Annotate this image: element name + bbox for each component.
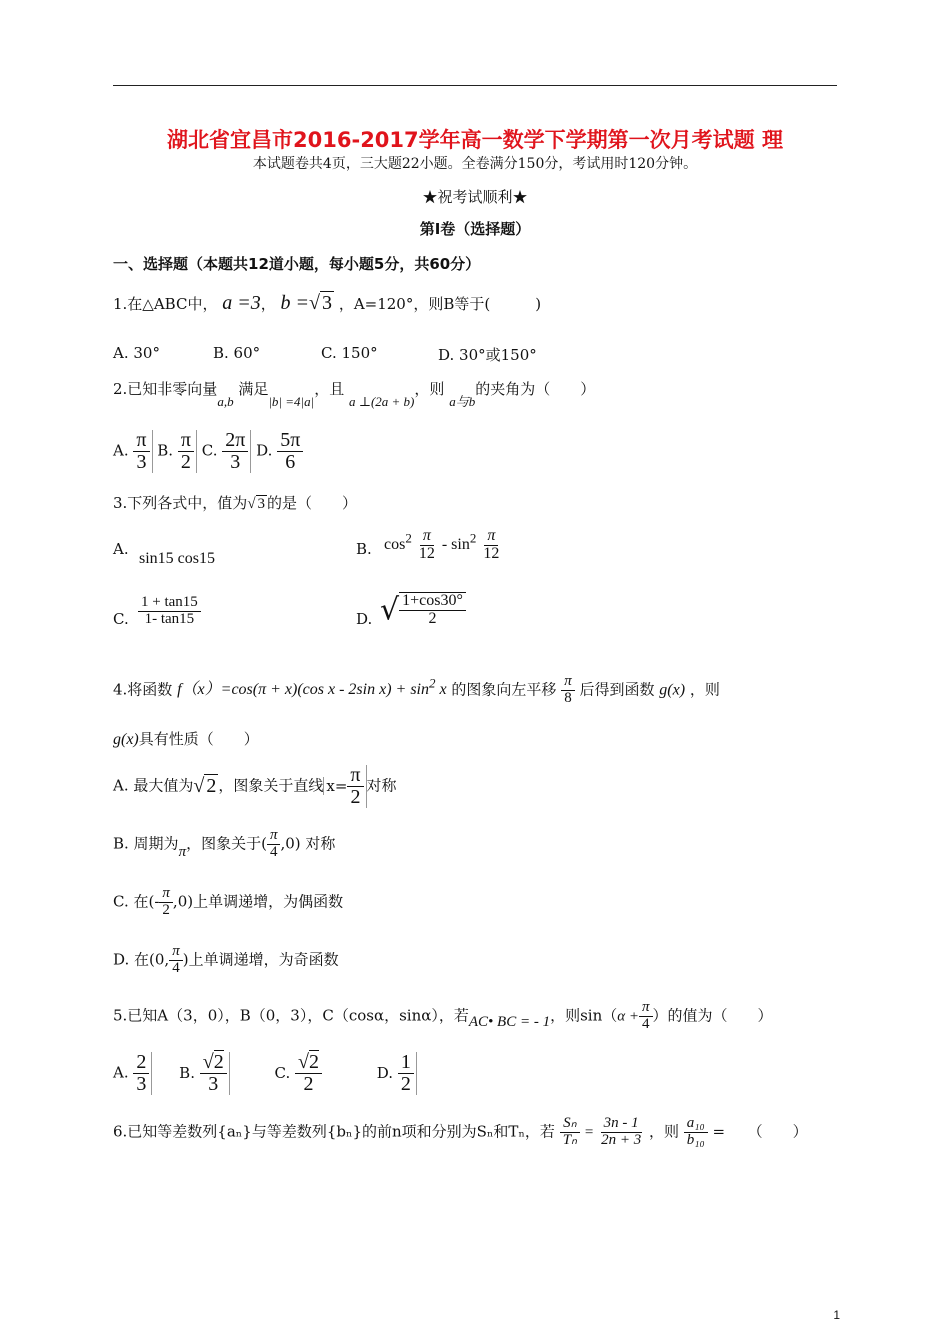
q4-function: f（x）=cos(π + x)(cos x - 2sin $x) + \sin^2 x$	[177, 675, 447, 699]
q4-option-a: A. 最大值为√ 2 ，图象关于直线 x= $\frac{\pi}{2}$ 对称	[113, 764, 397, 808]
q1-option-d: D. 30°或150°	[438, 346, 537, 364]
q4-option-c: C. 在(- $\frac{\pi}{2}$ ,0)上单调递增，为偶函数	[113, 885, 344, 918]
q2-option-d-label: D.	[256, 441, 273, 460]
top-rule	[113, 85, 837, 86]
q3-sqrt: √ 3	[247, 496, 266, 512]
q2-tail: 的夹角为（ ）	[475, 380, 596, 398]
q2-option-b: $\frac{\pi}{2}$	[178, 430, 197, 473]
q4-option-b: B. 周期为π，图象关于( $\frac{\pi}{4}$ ,0) 对称	[113, 827, 336, 861]
q2-mid2: ，且	[314, 380, 345, 398]
q4-shift: $\frac{\pi}{8}$	[561, 674, 575, 707]
q2-option-b-label: B.	[157, 441, 174, 460]
q1-cond: ，A=120°，则B等于( )	[338, 295, 542, 313]
q5-option-c: $\frac{√2}{2}$	[295, 1052, 322, 1095]
q3-lead: 3.下列各式中，值为	[113, 494, 248, 512]
q1-option-c: C. 150°	[321, 344, 378, 362]
q2-cond2: a ⊥(2a + b)	[348, 394, 415, 409]
q2-option-a-label: A.	[113, 441, 129, 460]
q2-mid1: 满足	[238, 380, 269, 398]
q3-tail: 的是（ ）	[267, 494, 358, 512]
question-3	[113, 492, 357, 513]
q1-b-sqrt: √ 3	[309, 292, 333, 314]
page-number: 1	[833, 1308, 840, 1322]
question-1: 1.在△ABC中， a =3， b =√ 3 ，A=120°，则B等于( )	[113, 292, 542, 314]
question-4	[113, 674, 720, 707]
q5-dot-product: AC• BC = - 1	[468, 1014, 551, 1031]
q4-g: g(x)	[659, 681, 686, 699]
q3-option-d: √ $\frac{1+\cos 30^\circ}{2}$	[380, 592, 466, 628]
q3-option-c: $\frac{1 + \tan 15}{1- \tan 15}$	[138, 595, 201, 628]
q3-option-a-label: A.	[113, 540, 129, 558]
q2-option-c-label: C.	[201, 441, 218, 460]
q3-option-b-label: B.	[356, 540, 372, 558]
q2-vec: a,b	[217, 394, 234, 409]
q2-option-a: $\frac{\pi}{3}$	[133, 430, 152, 473]
q5-option-b-label: B.	[179, 1063, 195, 1082]
q1-option-a: A. 30°	[113, 344, 160, 362]
q1-lead: 1.在△ABC中，	[113, 295, 218, 313]
q1-b: b =	[280, 292, 310, 314]
exam-intro: 本试题卷共4页，三大题22小题。全卷满分150分，考试用时120分钟。	[252, 156, 698, 172]
q4-tail: ，则	[689, 680, 720, 699]
q5-option-b: $\frac{√2}{3}$	[200, 1052, 230, 1095]
q3-option-b: $\cos^2$ $\frac{\pi}{12}$ - $\sin^2$ $\frac{\pi}{12}$	[384, 528, 502, 563]
q2-option-d: $\frac{5\pi}{6}$	[277, 430, 303, 473]
q2-option-c: $\frac{2\pi}{3}$	[222, 430, 251, 473]
q3-b-frac1: $\frac{\pi}{12}$	[418, 527, 435, 562]
q5-option-d: $\frac{1}{2}$	[398, 1052, 417, 1095]
q5-option-c-label: C.	[274, 1063, 291, 1082]
q2-pair: a与b	[449, 394, 476, 409]
q4-line2: g(x)具有性质（ ）	[113, 730, 259, 748]
q3-b-frac2: $\frac{\pi}{12}$	[483, 527, 500, 562]
q2-options	[113, 430, 303, 473]
q2-lead: 2.已知非零向量	[113, 380, 218, 398]
q4-lead: 4.将函数	[113, 680, 173, 699]
q4-mid: 的图象向左平移	[451, 680, 557, 699]
section-heading: 一、选择题（本题共12道小题，每小题5分，共60分）	[113, 255, 481, 273]
question-2	[113, 378, 596, 409]
q5-option-d-label: D.	[376, 1063, 394, 1082]
q3-option-d-label: D.	[356, 610, 373, 628]
q4-option-d: D. 在(0, $\frac{\pi}{4}$ )上单调递增，为奇函数	[113, 943, 339, 976]
q5-option-a-label: A.	[113, 1063, 129, 1082]
document-title: 湖北省宜昌市2016-2017学年高一数学下学期第一次月考试题 理	[167, 128, 783, 152]
exam-wish: ★祝考试顺利★	[422, 188, 528, 206]
q1-a: a =3	[222, 292, 261, 314]
question-5: 5.已知A（3，0），B（0，3），C（cosα，sinα），若AC• BC = - 1，则sin（α + $\frac{\pi}{4}$ ）的值为（ ）	[113, 999, 773, 1032]
q5-option-a: $\frac{2}{3}$	[133, 1052, 152, 1095]
q3-option-a: sin15 cos15	[139, 550, 215, 567]
q2-cond1: |b| =4|a|	[268, 394, 315, 409]
q4-after: 后得到函数	[579, 680, 655, 699]
q5-options	[113, 1052, 417, 1095]
q3-option-c-label: C.	[113, 610, 129, 628]
part-heading: 第Ⅰ卷（选择题）	[419, 220, 531, 238]
question-6: 6.已知等差数列{aₙ}与等差数列{bₙ}的前n项和分别为Sₙ和Tₙ，若 $\frac{\text{Sₙ}}{\text{Tₙ}}$ = $\frac{3n - 1}{2n + 3}$ ，则 $\frac{\text{a₁₀}}{\text{b₁₀}}$ = （ ）	[113, 1115, 808, 1148]
q2-mid3: ，则	[414, 380, 445, 398]
q1-option-b: B. 60°	[213, 344, 261, 362]
